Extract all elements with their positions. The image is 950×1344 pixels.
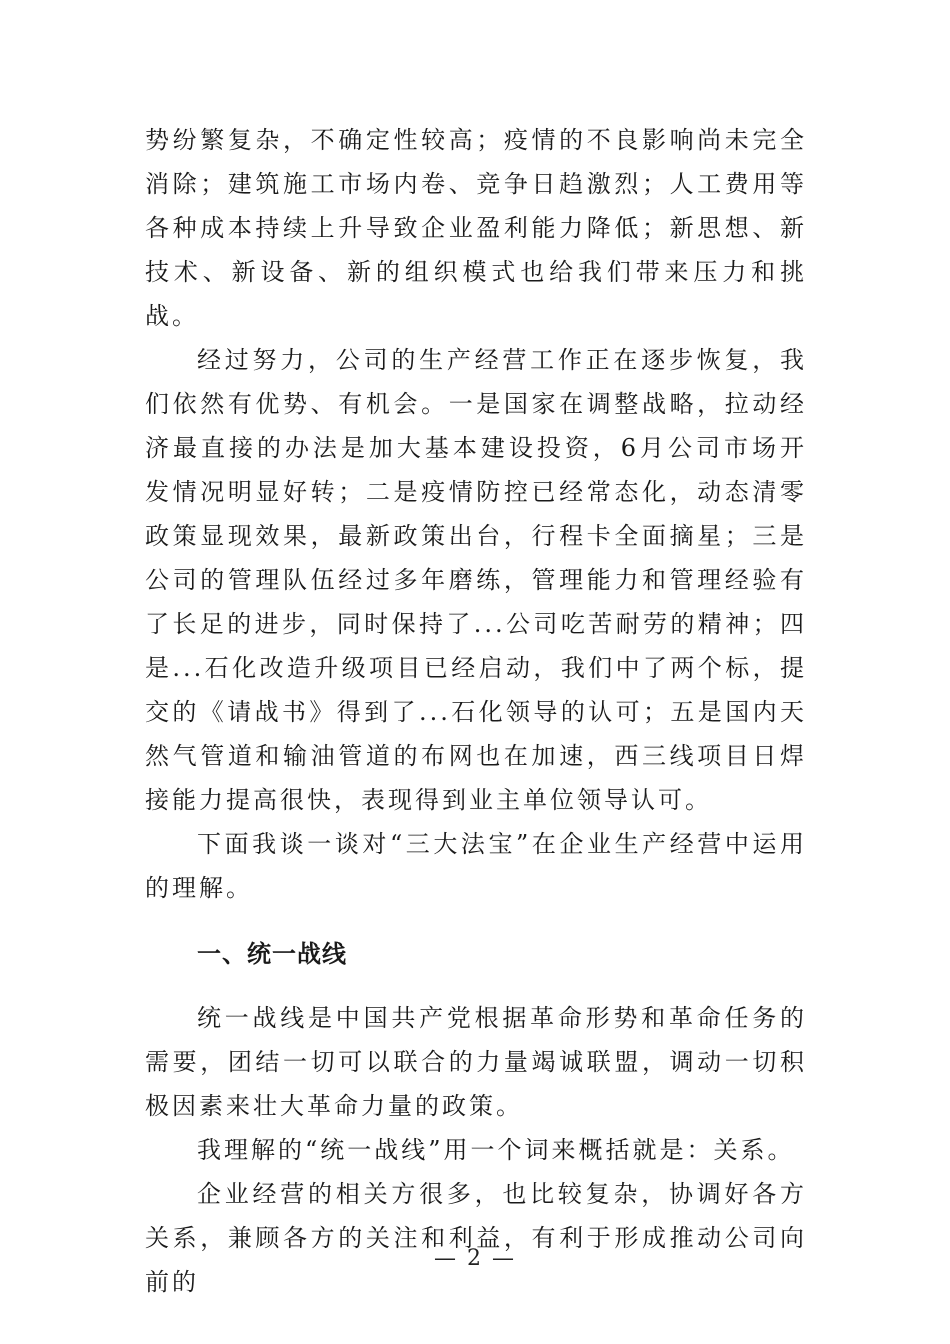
paragraph-united-front-summary: 我理解的“统一战线”用一个词来概括就是：关系。 xyxy=(197,1136,795,1164)
paragraph-united-front-definition: 统一战线是中国共产党根据革命形势和革命任务的需要，团结一切可以联合的力量竭诚联盟，调动一切积极因素来壮大革命力量的政策。 xyxy=(145,1004,807,1120)
paragraph-continued: 势纷繁复杂，不确定性较高；疫情的不良影响尚未完全消除；建筑施工市场内卷、竞争日趋激烈；人工费用等各种成本持续上升导致企业盈利能力降低；新思想、新技术、新设备、新的组织模式也给我们带来压力和挑战。 xyxy=(145,126,807,330)
page-number: — 2 — xyxy=(434,1246,516,1271)
paragraph-intro-three-treasures: 下面我谈一谈对“三大法宝”在企业生产经营中运用的理解。 xyxy=(145,830,807,902)
paragraph-stakeholders: 企业经营的相关方很多，也比较复杂，协调好各方关系，兼顾各方的关注和利益，有利于形成推动公司向前的 xyxy=(145,1180,807,1296)
paragraph-advantages: 经过努力，公司的生产经营工作正在逐步恢复，我们依然有优势、有机会。一是国家在调整战略，拉动经济最直接的办法是加大基本建设投资，6月公司市场开发情况明显好转；二是疫情防控已经常态化，动态清零政策显现效果，最新政策出台，行程卡全面摘星；三是公司的管理队伍经过多年磨练，管理能力和管理经验有了长足的进步，同时保持了...公司吃苦耐劳的精神；四是...石化改造升级项目已经启动，我们中了两个标，提交的《请战书》得到了...石化领导的认可；五是国内天然气管道和输油管道的布网也在加速，西三线项目日焊接能力提高很快，表现得到业主单位领导认可。 xyxy=(145,346,807,814)
section-heading: 一、统一战线 xyxy=(197,940,347,968)
document-body xyxy=(145,118,807,1304)
